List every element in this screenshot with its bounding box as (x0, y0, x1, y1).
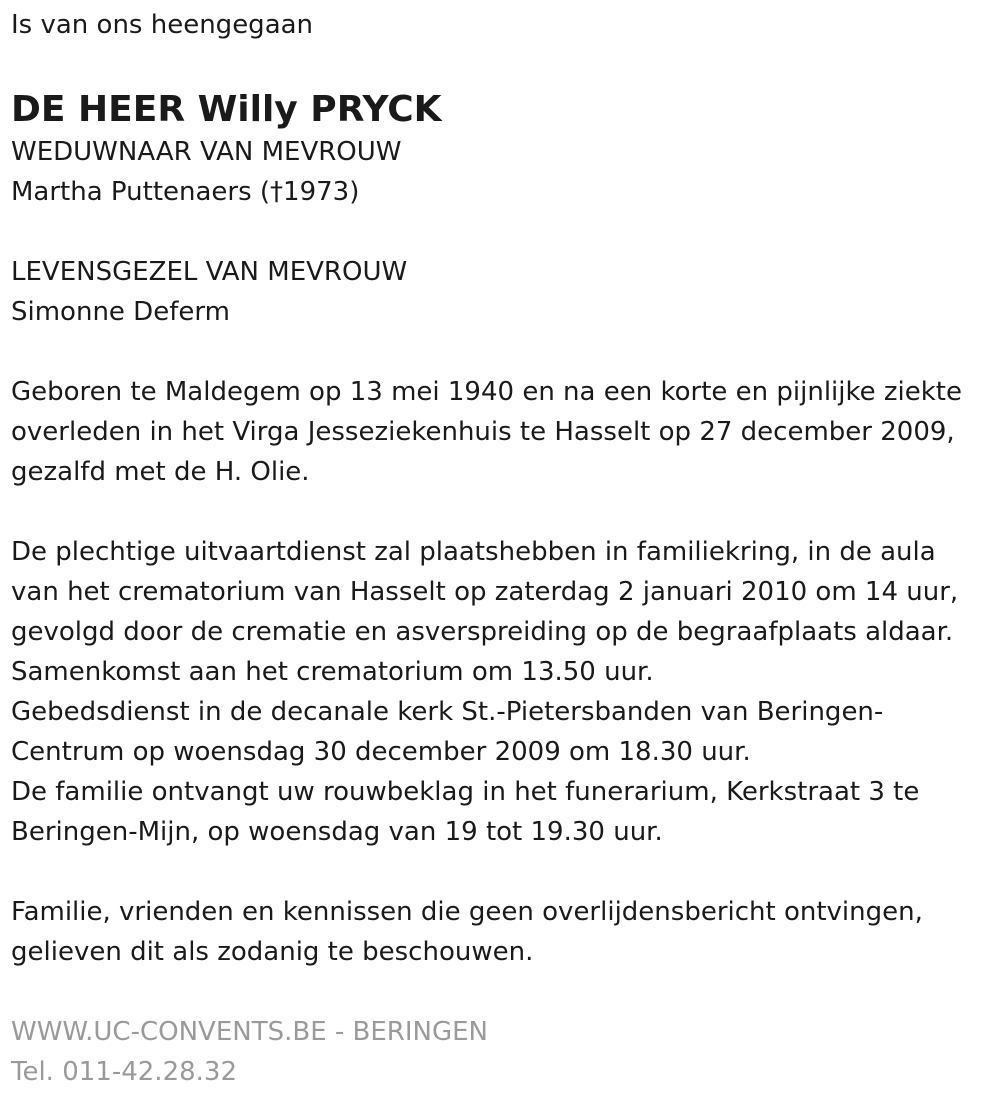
footer-phone: Tel. 011-42.28.32 (11, 1057, 238, 1087)
paragraph-line: De plechtige uitvaartdienst zal plaatshebben in familiekring, in de aula (11, 537, 936, 567)
spouse-title: WEDUWNAAR VAN MEVROUW (11, 137, 402, 167)
spouse-section (11, 132, 991, 212)
paragraph-line: gelieven dit als zodanig te beschouwen. (11, 937, 534, 967)
paragraph-line: Gebedsdienst in de decanale kerk St.-Pietersbanden van Beringen- (11, 697, 884, 727)
partner-title: LEVENSGEZEL VAN MEVROUW (11, 257, 408, 287)
paragraph-line: overleden in het Virga Jesseziekenhuis te Hasselt op 27 december 2009, (11, 417, 955, 447)
footer-website: WWW.UC-CONVENTS.BE - BERINGEN (11, 1017, 489, 1047)
deceased-name: DE HEER Willy PRYCK (11, 89, 442, 130)
notice-paragraph (11, 892, 991, 972)
paragraph-line: gezalfd met de H. Olie. (11, 457, 310, 487)
spouse-name: Martha Puttenaers (†1973) (11, 177, 360, 207)
paragraph-line: gevolgd door de crematie en asverspreiding op de begraafplaats aldaar. (11, 617, 954, 647)
intro-text: Is van ons heengegaan (11, 10, 314, 40)
paragraph-line: Beringen-Mijn, op woensdag van 19 tot 19.30 uur. (11, 817, 663, 847)
partner-section (11, 252, 991, 332)
birth-death-paragraph (11, 372, 991, 492)
paragraph-line: Geboren te Maldegem op 13 mei 1940 en na een korte en pijnlijke ziekte (11, 377, 962, 407)
paragraph-line: Samenkomst aan het crematorium om 13.50 uur. (11, 657, 654, 687)
paragraph-line: Centrum op woensdag 30 december 2009 om 18.30 uur. (11, 737, 751, 767)
paragraph-line: De familie ontvangt uw rouwbeklag in het funerarium, Kerkstraat 3 te (11, 777, 920, 807)
paragraph-line: Familie, vrienden en kennissen die geen overlijdensbericht ontvingen, (11, 897, 923, 927)
footer (11, 1012, 991, 1092)
paragraph-line: van het crematorium van Hasselt op zaterdag 2 januari 2010 om 14 uur, (11, 577, 959, 607)
partner-name: Simonne Deferm (11, 297, 230, 327)
service-paragraph (11, 532, 991, 852)
obituary-notice (11, 0, 991, 1092)
